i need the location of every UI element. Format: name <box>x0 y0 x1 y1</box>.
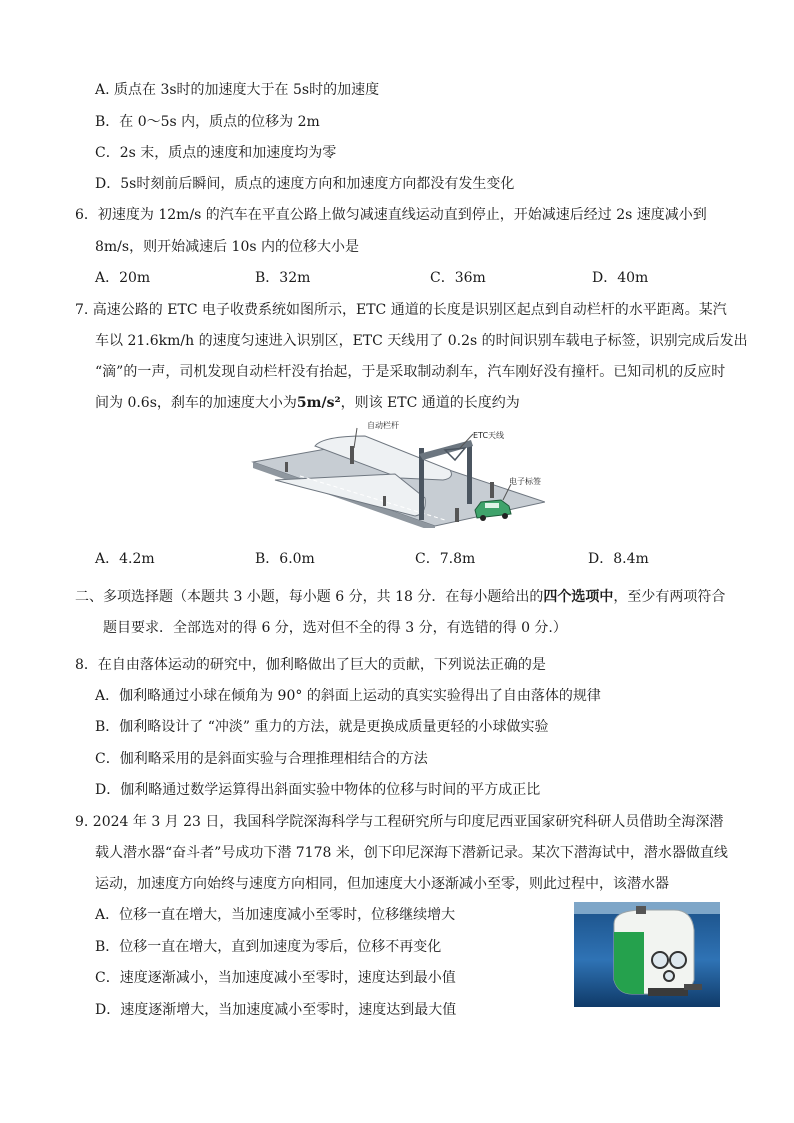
q7-option-d: D．8.4m <box>588 551 649 567</box>
car-wheel-front <box>480 515 486 521</box>
q8-stem: 8．在自由落体运动的研究中，伽利略做出了巨大的贡献，下列说法正确的是 <box>75 657 546 673</box>
q6-option-d: D．40m <box>592 270 649 286</box>
q9-option-a: A．位移一直在增大，当加速度减小至零时，位移继续增大 <box>95 907 456 923</box>
car-wheel-rear <box>502 513 508 519</box>
q7-options <box>0 549 794 569</box>
q5-option-a: A. 质点在 3s时的加速度大于在 5s时的加速度 <box>95 82 380 98</box>
q7-stem-line3: “滴”的一声，司机发现自动栏杆没有抬起，于是采取制动刹车，汽车刚好没有撞杆。已知司机的反应时 <box>95 364 726 380</box>
q7-stem-line4 <box>95 393 520 413</box>
q6-option-c: C．36m <box>430 270 486 286</box>
booth-post <box>383 496 386 506</box>
viewport-left <box>652 952 668 968</box>
q7-line4-pre: 间为 0.6s，刹车的加速度大小为 <box>95 395 297 411</box>
q9-option-b: B．位移一直在增大，直到加速度为零后，位移不再变化 <box>95 939 442 955</box>
q7-option-c: C．7.8m <box>415 551 476 567</box>
q6-option-a: A．20m <box>95 270 151 286</box>
q6-options <box>0 268 794 288</box>
q8-option-a: A．伽利略通过小球在倾角为 90° 的斜面上运动的真实实验得出了自由落体的规律 <box>95 688 601 704</box>
q6-stem-line1: 6．初速度为 12m/s 的汽车在平直公路上做匀减速直线运动直到停止，开始减速后经过 2s 速度减小到 <box>75 207 707 223</box>
label-tag: 电子标签 <box>509 477 541 486</box>
tag-post <box>490 482 494 498</box>
viewport-right <box>670 952 686 968</box>
lane-post <box>455 508 459 522</box>
manipulator-arm <box>648 988 688 996</box>
q6-stem-line2: 8m/s，则开始减速后 10s 内的位移大小是 <box>95 239 359 255</box>
sign-post <box>285 462 288 472</box>
q9-stem-line3: 运动，加速度方向始终与速度方向相同，但加速度大小逐渐减小至零，则此过程中，该潜水器 <box>95 876 669 892</box>
label-antenna: ETC天线 <box>473 431 505 440</box>
q8-option-b: B．伽利略设计了 “冲淡” 重力的方法，就是更换成质量更轻的小球做实验 <box>95 719 549 735</box>
section2-title-bold: 四个选项中 <box>543 589 614 605</box>
submersible-photo <box>574 902 720 1007</box>
section2-title-pre: 二、多项选择题（本题共 3 小题，每小题 6 分，共 18 分．在每小题给出的 <box>75 589 544 605</box>
q7-option-b: B．6.0m <box>255 551 315 567</box>
gantry-post-right <box>467 444 472 504</box>
q9-stem-line1: 9. 2024 年 3 月 23 日，我国科学院深海科学与工程研究所与印度尼西亚国家研究科研人员借助全海深潜 <box>75 814 724 830</box>
q7-option-a: A．4.2m <box>95 551 155 567</box>
mast <box>636 906 646 914</box>
viewport-bottom <box>664 971 674 981</box>
q8-option-d: D．伽利略通过数学运算得出斜面实验中物体的位移与时间的平方成正比 <box>95 782 541 798</box>
etc-lane-figure <box>245 418 545 528</box>
island-lower <box>275 474 425 516</box>
q5-option-b: B．在 0～5s 内，质点的位移为 2m <box>95 114 320 130</box>
q7-stem-line1: 7. 高速公路的 ETC 电子收费系统如图所示，ETC 通道的长度是识别区起点到自动栏杆的水平距离。某汽 <box>75 302 727 318</box>
q9-option-c: C．速度逐渐减小，当加速度减小至零时，速度达到最小值 <box>95 970 456 986</box>
label-barrier: 自动栏杆 <box>367 421 399 430</box>
q5-option-c: C．2s 末，质点的速度和加速度均为零 <box>95 145 337 161</box>
q8-option-c: C．伽利略采用的是斜面实验与合理推理相结合的方法 <box>95 751 428 767</box>
q9-stem-line2: 载人潜水器“奋斗者”号成功下潜 7178 米，创下印尼深海下潜新记录。某次下潜海试中，潜水器做直线 <box>95 845 728 861</box>
q7-line4-post: ，则该 ETC 通道的长度约为 <box>340 395 520 411</box>
barrier-pole <box>350 446 354 464</box>
q7-stem-line2: 车以 21.6km/h 的速度匀速进入识别区，ETC 天线用了 0.2s 的时间识别车载电子标签，识别完成后发出 <box>95 333 748 349</box>
q9-option-d: D．速度逐渐增大，当加速度减小至零时，速度达到最大值 <box>95 1002 457 1018</box>
section2-title-line2: 题目要求．全部选对的得 6 分，选对但不全的得 3 分，有选错的得 0 分.） <box>103 620 567 636</box>
section2-title-line1 <box>75 587 725 607</box>
q7-acceleration-value: 5m/s² <box>296 395 341 411</box>
sample-basket <box>684 984 702 990</box>
q5-option-d: D．5s时刻前后瞬间，质点的速度方向和加速度方向都没有发生变化 <box>95 176 515 192</box>
q6-option-b: B．32m <box>255 270 311 286</box>
section2-title-post: ，至少有两项符合 <box>613 589 726 605</box>
car-window <box>485 503 499 508</box>
submersible-green-panel <box>614 932 644 994</box>
